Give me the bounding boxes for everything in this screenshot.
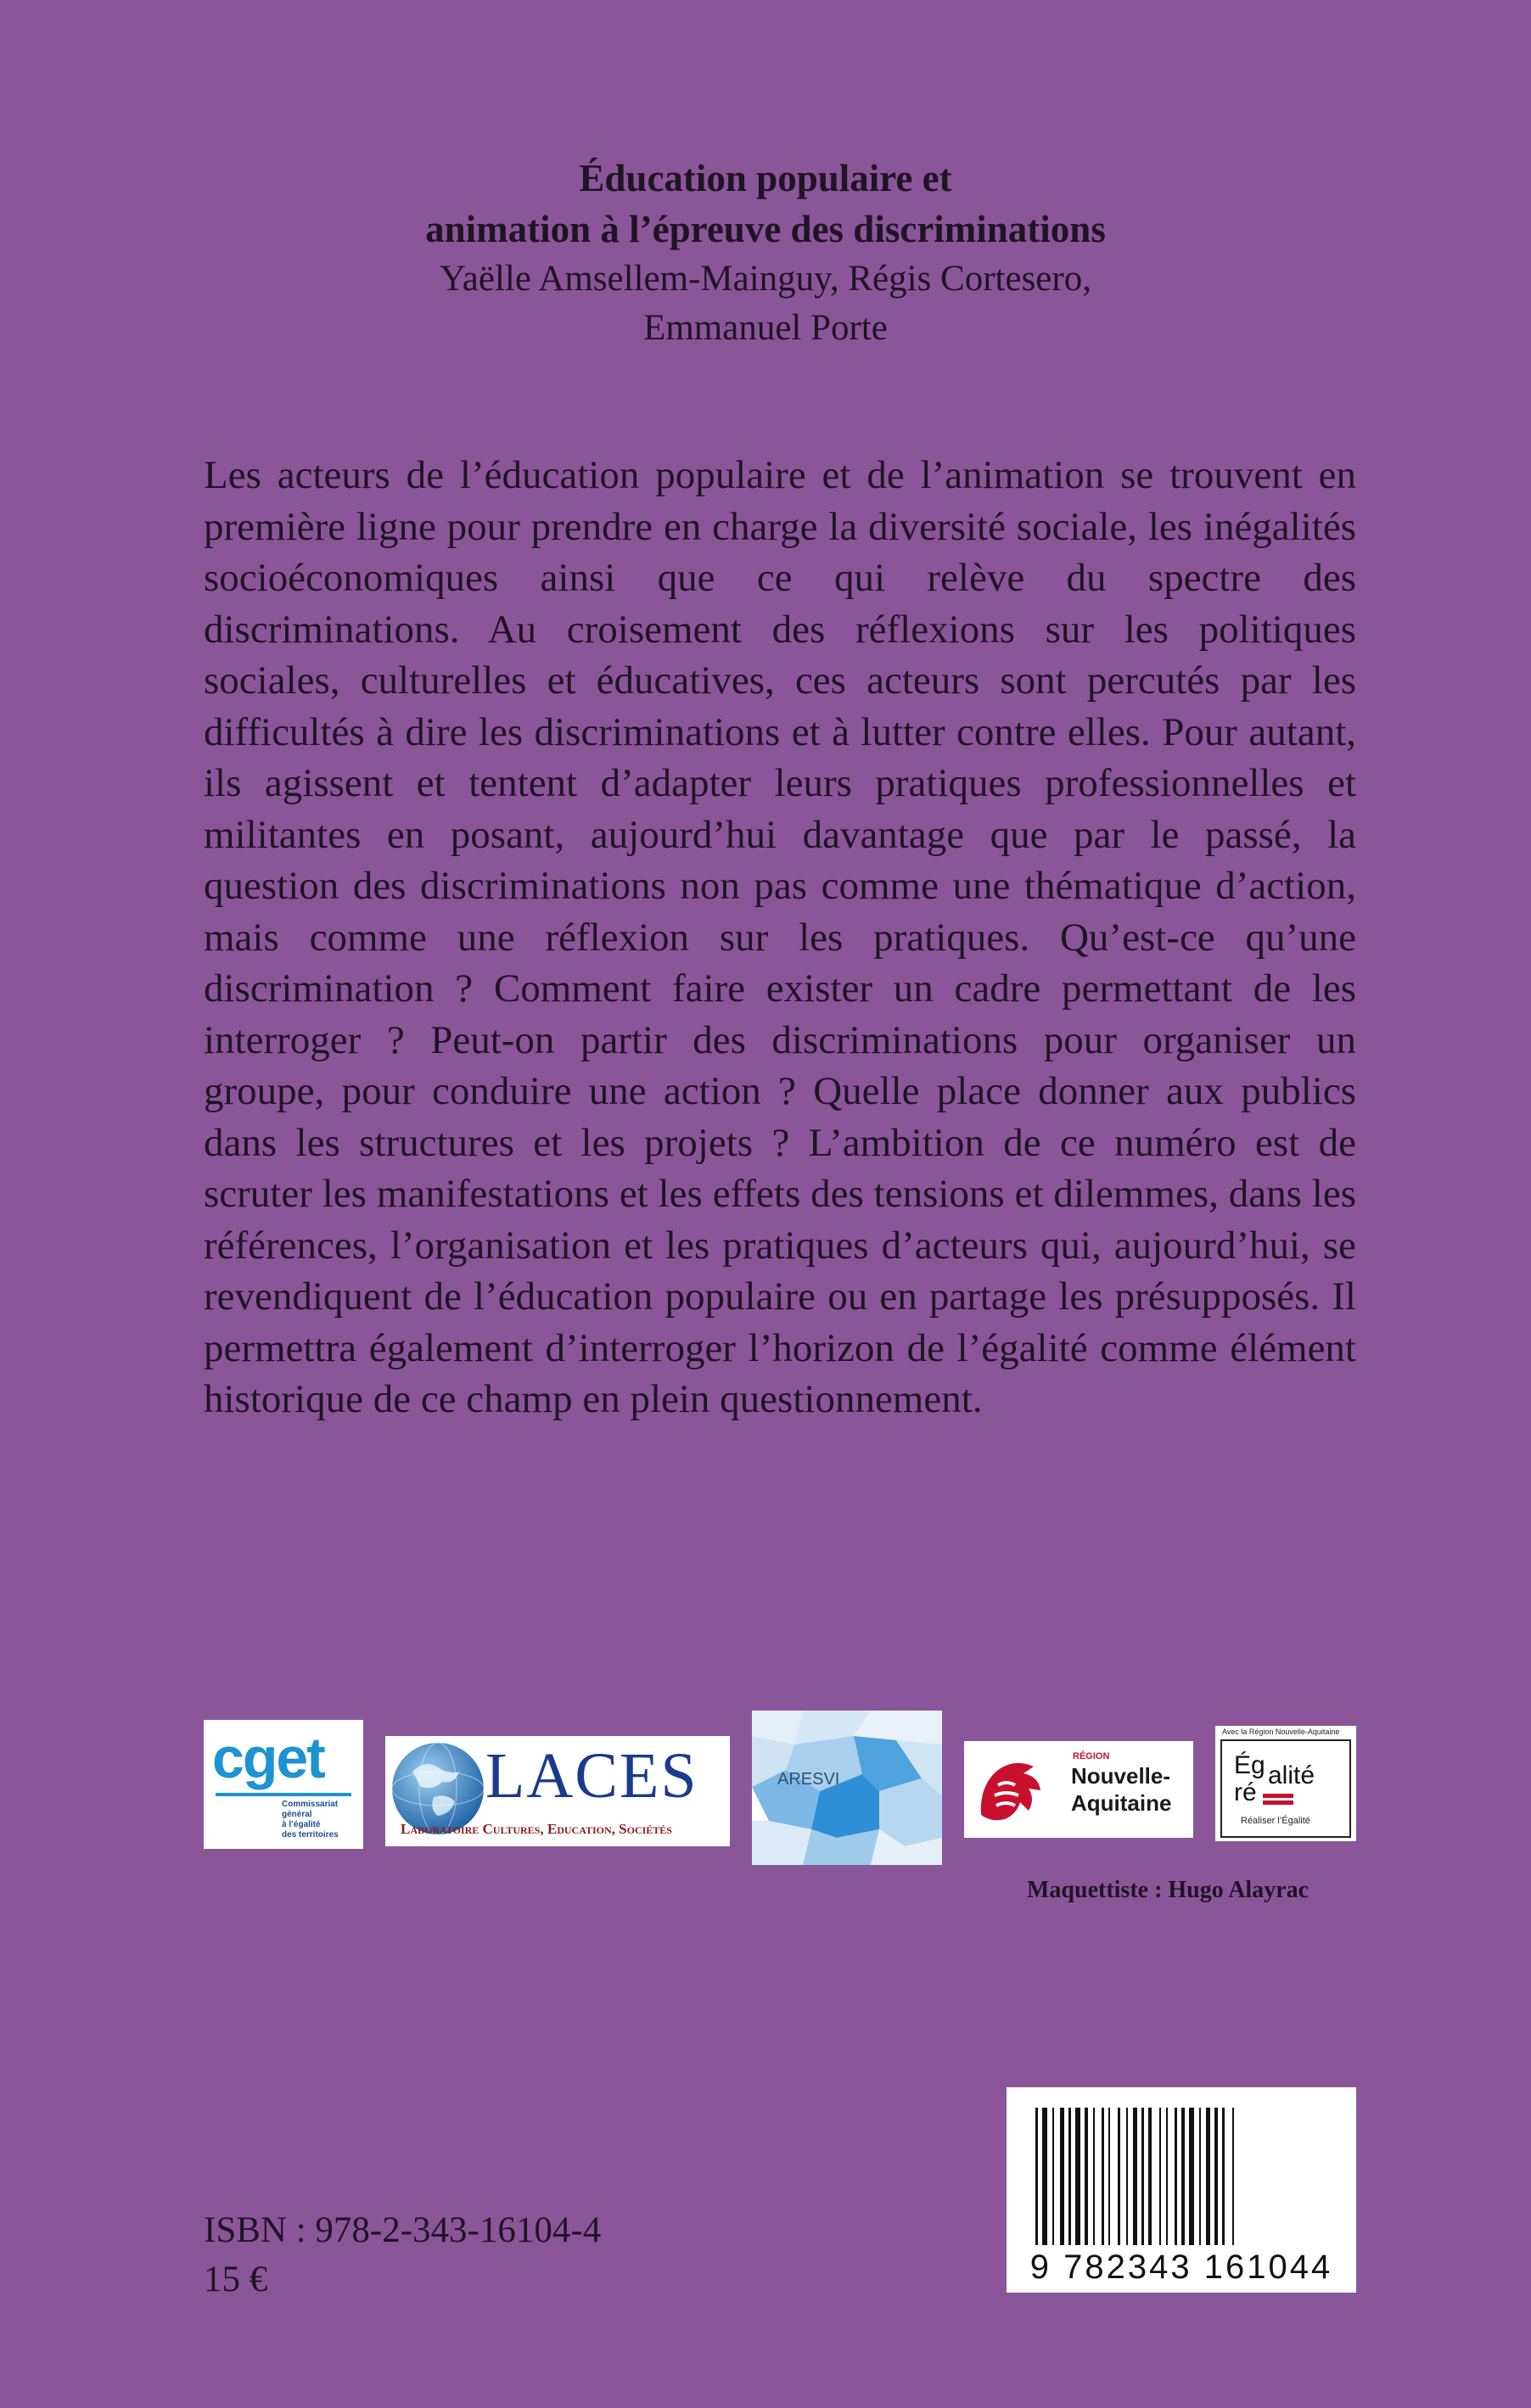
egalite-part-2: alité xyxy=(1268,1761,1315,1789)
barcode-bar xyxy=(1042,2108,1047,2245)
cget-caption-line-4: des territoires xyxy=(282,1830,339,1840)
cget-wordmark: cget xyxy=(212,1726,324,1790)
isbn-number: ISBN : 978-2-343-16104-4 xyxy=(204,2210,602,2250)
nouvelle-aquitaine-logo xyxy=(964,1741,1193,1838)
cget-caption-line-1: Commissariat xyxy=(282,1800,339,1809)
barcode-bar xyxy=(1075,2108,1080,2245)
barcode-bar xyxy=(1175,2108,1177,2245)
cget-caption-line-3: à l’égalité xyxy=(282,1820,321,1829)
barcode-bar xyxy=(1181,2108,1185,2245)
barcode-bar xyxy=(1206,2108,1210,2245)
barcode-bar xyxy=(1035,2108,1038,2245)
authors-line-1: Yaëlle Amsellem-Mainguy, Régis Cortesero, xyxy=(440,259,1091,299)
barcode-bar xyxy=(1108,2108,1110,2245)
laces-subtitle: Laboratoire Cultures, Education, Sociétés xyxy=(401,1821,672,1837)
book-title-line-1: Éducation populaire et xyxy=(579,157,952,199)
cget-underline xyxy=(216,1793,351,1796)
barcode xyxy=(1007,2087,1356,2293)
laces-wordmark: LACES xyxy=(485,1740,698,1812)
barcode-bar xyxy=(1141,2108,1144,2245)
barcode-bar xyxy=(1102,2108,1104,2245)
region-label: RÉGION xyxy=(1073,1751,1110,1761)
book-title-line-2: animation à l’épreuve des discriminations xyxy=(425,208,1106,250)
isbn-block xyxy=(204,2206,601,2304)
cget-caption-line-2: général xyxy=(282,1810,312,1819)
egalite-part-3: ré xyxy=(1234,1778,1257,1806)
egalite-top-text: Avec la Région Nouvelle-Aquitaine xyxy=(1222,1728,1340,1736)
egalite-bottom-text: Réaliser l’Égalité xyxy=(1241,1816,1310,1826)
barcode-bar xyxy=(1199,2108,1201,2245)
nouvelle-aquitaine-line-1: Nouvelle- xyxy=(1071,1763,1171,1789)
barcode-bar xyxy=(1232,2108,1234,2245)
nouvelle-aquitaine-line-2: Aquitaine xyxy=(1071,1790,1172,1816)
barcode-bar xyxy=(1133,2108,1137,2245)
back-cover-blurb: Les acteurs de l’éducation populaire et de l’animation se trouvent en première ligne pour prendre en charge la diversité sociale, les inégalités socioéconomiques ainsi que ce qui relève du spectre des discriminations. Au croisement des réflexions sur les politiques sociales, culturelles et éducatives, ces acteurs sont percutés par les difficultés à dire les discriminations et à lutter contre elles. Pour autant, ils agissent et tentent d’adapter leurs pratiques professionnelles et militantes en posant, aujourd’hui davantage que par le passé, la question des discriminations non pas comme une thématique d’action, mais comme une réflexion sur les pratiques. Qu’est-ce qu’une discrimination ? Comment faire exister un cadre permettant de les interroger ? Peut-on partir des discriminations pour organiser un groupe, pour conduire une action ? Quelle place donner aux publics dans les structures et les projets ? L’ambition de ce numéro est de scruter les manifestations et les effets des tensions et dilemmes, dans les références, l’organisation et les pratiques d’acteurs qui, aujourd’hui, se revendiquent de l’éducation populaire ou en partage les présupposés. Il permettra également d’interroger l’horizon de l’égalité comme élément historique de ce champ en plein questionnement. xyxy=(204,453,1356,1421)
egalite-red-mark-2 xyxy=(1263,1800,1293,1805)
maquettiste-credit: Maquettiste : Hugo Alayrac xyxy=(1027,1877,1309,1903)
barcode-bar xyxy=(1166,2108,1168,2245)
aresvi-logo xyxy=(752,1711,942,1865)
barcode-bar xyxy=(1222,2108,1225,2245)
barcode-bar xyxy=(1118,2108,1120,2245)
barcode-bar xyxy=(1159,2108,1161,2245)
barcode-bar xyxy=(1214,2108,1218,2245)
barcode-bar xyxy=(1126,2108,1128,2245)
barcode-bar xyxy=(1052,2108,1054,2245)
cover-header xyxy=(0,153,1531,353)
cget-logo xyxy=(204,1720,363,1849)
barcode-bar xyxy=(1060,2108,1064,2245)
egalite-red-mark xyxy=(1263,1794,1293,1798)
aresvi-wordmark: ARESVI xyxy=(777,1770,840,1789)
price: 15 € xyxy=(204,2260,268,2299)
barcode-bar xyxy=(1068,2108,1071,2245)
barcode-number: 9 782343 161044 xyxy=(1029,2248,1333,2286)
egalite-part-1: Ég xyxy=(1234,1751,1265,1779)
egalite-logo xyxy=(1215,1726,1356,1841)
partner-logos xyxy=(0,1705,1531,1875)
barcode-bar xyxy=(1189,2108,1194,2245)
barcode-bar xyxy=(1148,2108,1152,2245)
laces-logo xyxy=(385,1736,730,1846)
cget-caption xyxy=(282,1800,339,1840)
barcode-bar xyxy=(1093,2108,1095,2245)
barcode-bar xyxy=(1085,2108,1088,2245)
lion-emblem-icon xyxy=(973,1751,1051,1829)
authors-line-2: Emmanuel Porte xyxy=(643,308,888,348)
